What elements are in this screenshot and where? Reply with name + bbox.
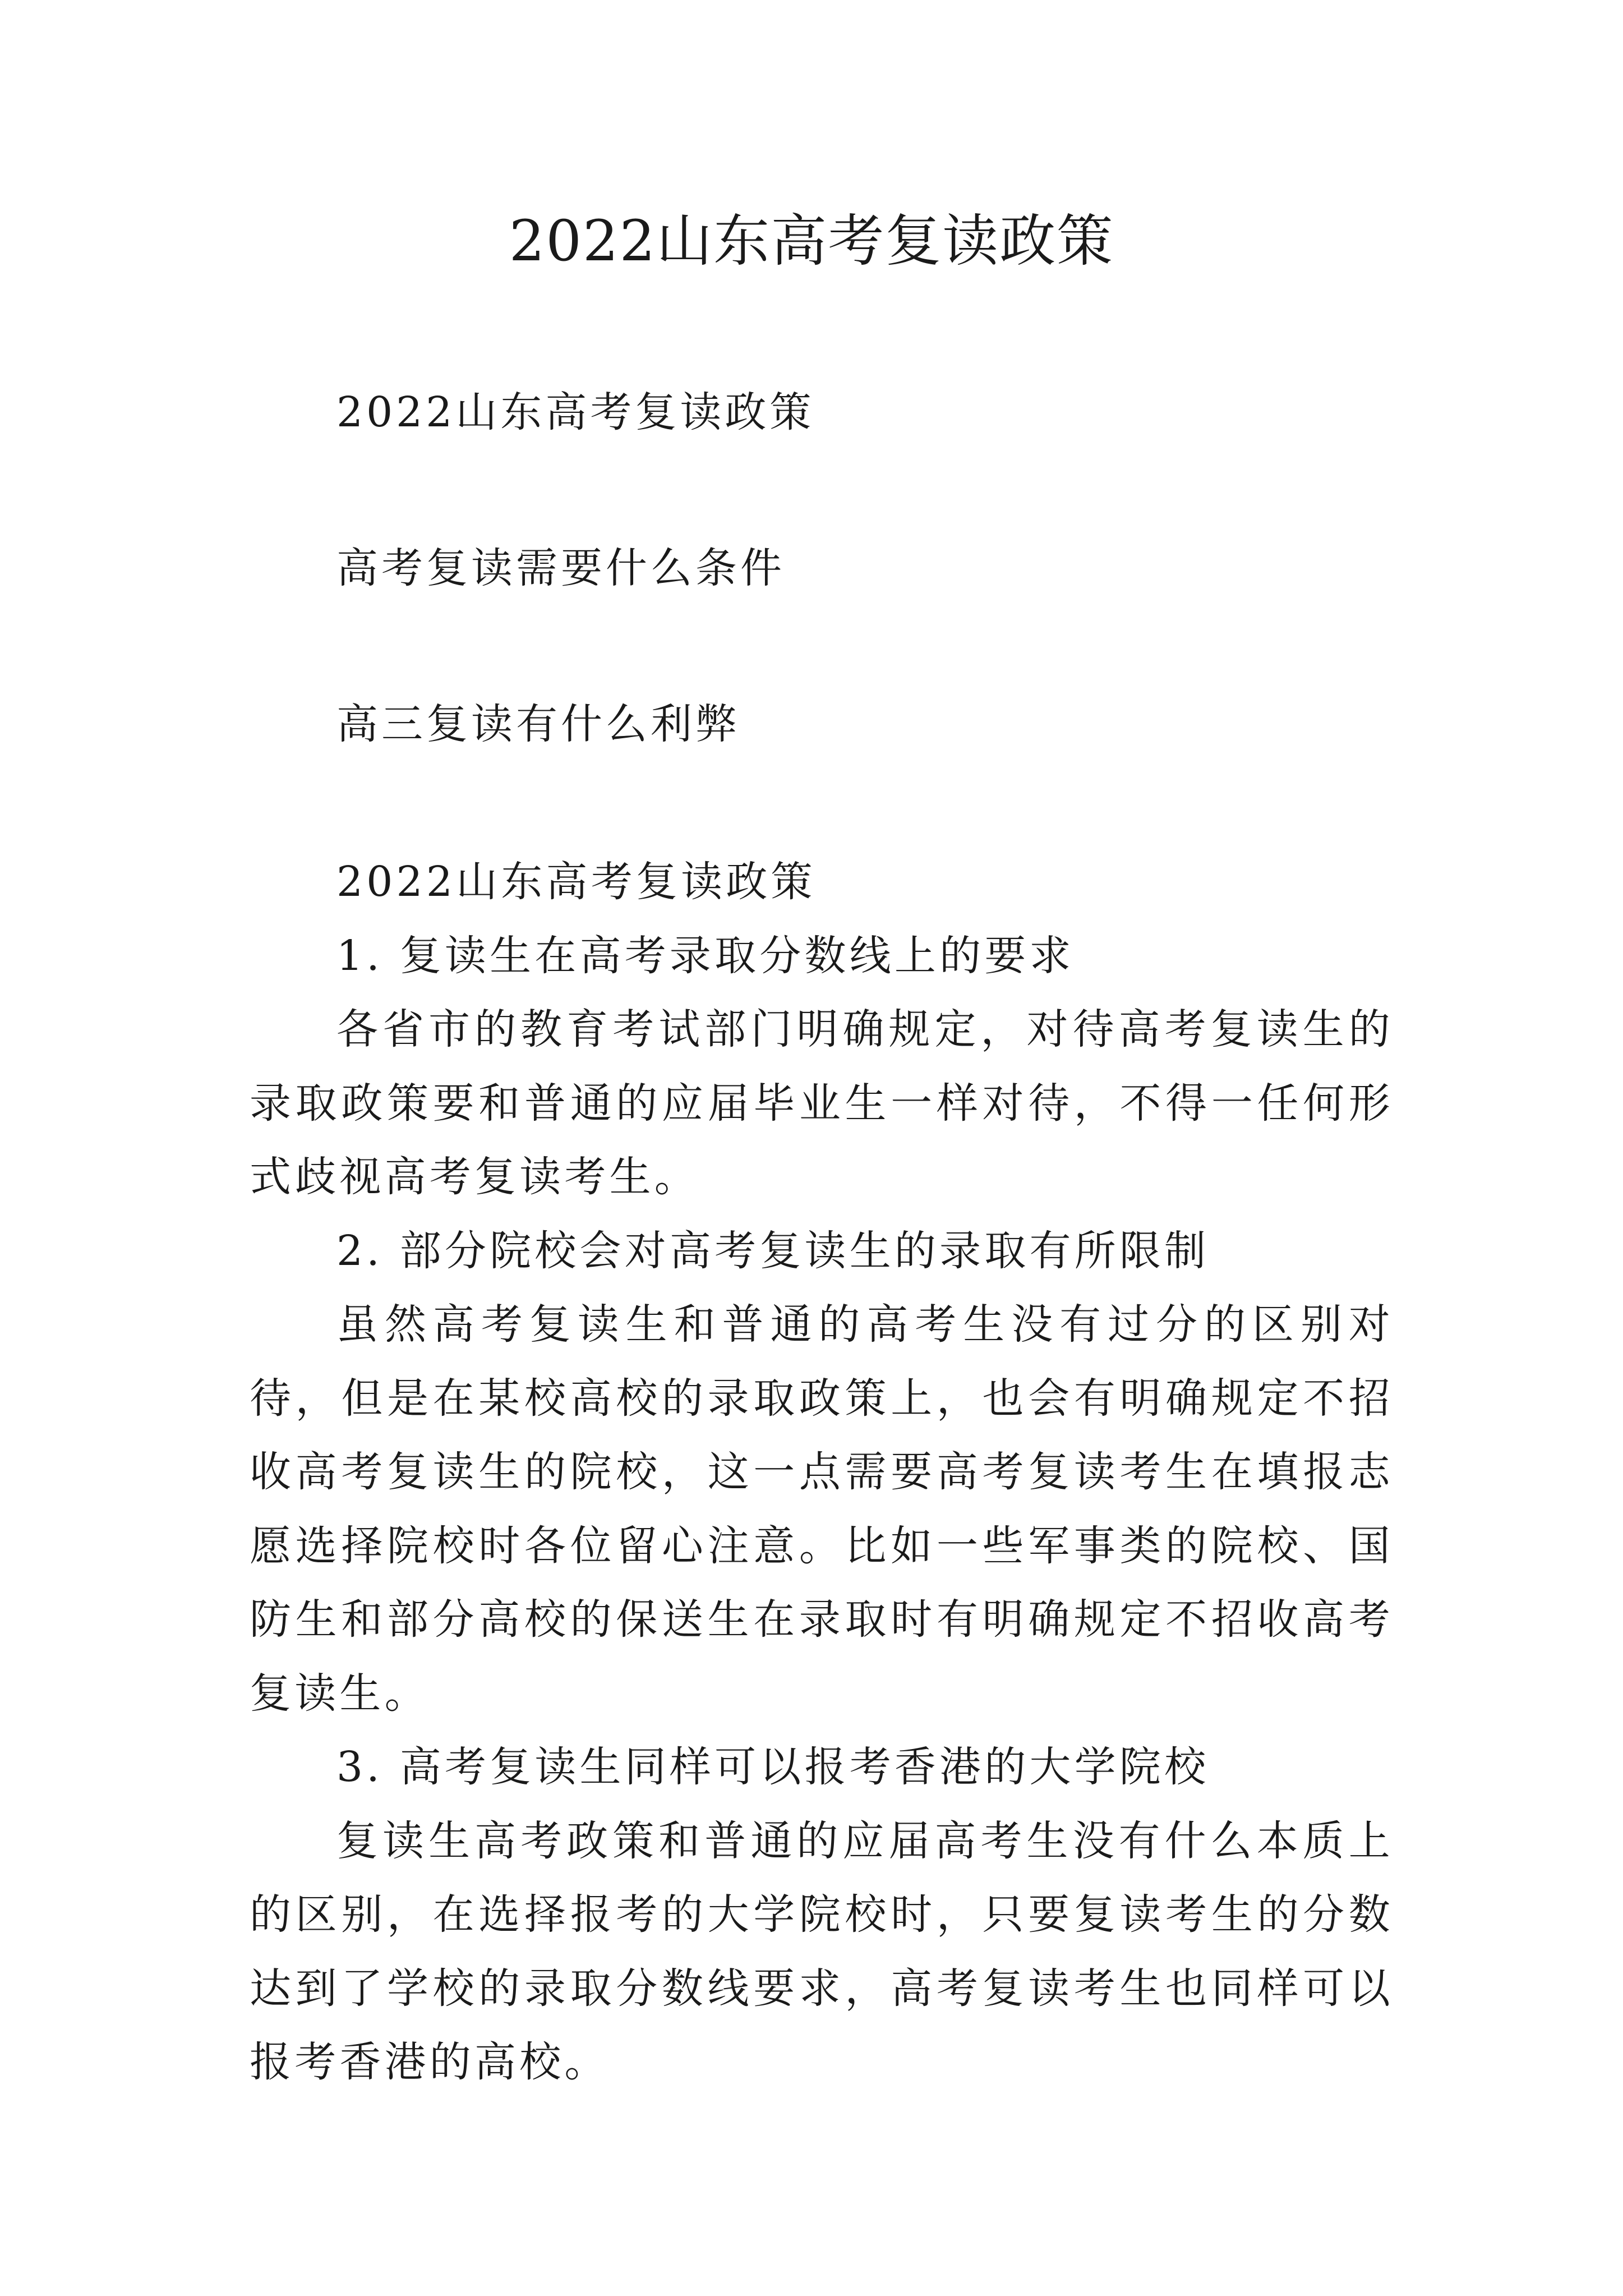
point-heading-3: 3. 高考复读生同样可以报考香港的大学院校 bbox=[336, 1743, 1210, 1791]
toc-item-policy: 2022山东高考复读政策 bbox=[336, 388, 815, 436]
section-heading: 2022山东高考复读政策 bbox=[336, 858, 816, 906]
point-paragraph-1: 各省市的教育考试部门明确规定，对待高考复读生的录取政策要和普通的应届毕业生一样对待，不得一任何形式歧视高考复读考生。 bbox=[250, 1005, 1394, 1201]
point-heading-1: 1. 复读生在高考录取分数线上的要求 bbox=[336, 931, 1075, 980]
toc-item-pros-cons: 高三复读有什么利弊 bbox=[336, 700, 740, 748]
point-paragraph-2: 虽然高考复读生和普通的高考生没有过分的区别对待，但是在某校高校的录取政策上，也会有明确规定不招收高考复读生的院校，这一点需要高考复读考生在填报志愿选择院校时各位留心注意。比如一些军事类的院校、国防生和部分高校的保送生在录取时有明确规定不招收高考复读生。 bbox=[250, 1300, 1394, 1718]
toc-item-conditions: 高考复读需要什么条件 bbox=[336, 544, 785, 592]
document-body bbox=[250, 845, 1394, 2100]
document-title: 2022山东高考复读政策 bbox=[509, 208, 1114, 274]
point-heading-2: 2. 部分院校会对高考复读生的录取有所限制 bbox=[336, 1226, 1210, 1275]
point-paragraph-3: 复读生高考政策和普通的应届高考生没有什么本质上的区别，在选择报考的大学院校时，只要复读考生的分数达到了学校的录取分数线要求，高考复读考生也同样可以报考香港的高校。 bbox=[250, 1816, 1394, 2086]
